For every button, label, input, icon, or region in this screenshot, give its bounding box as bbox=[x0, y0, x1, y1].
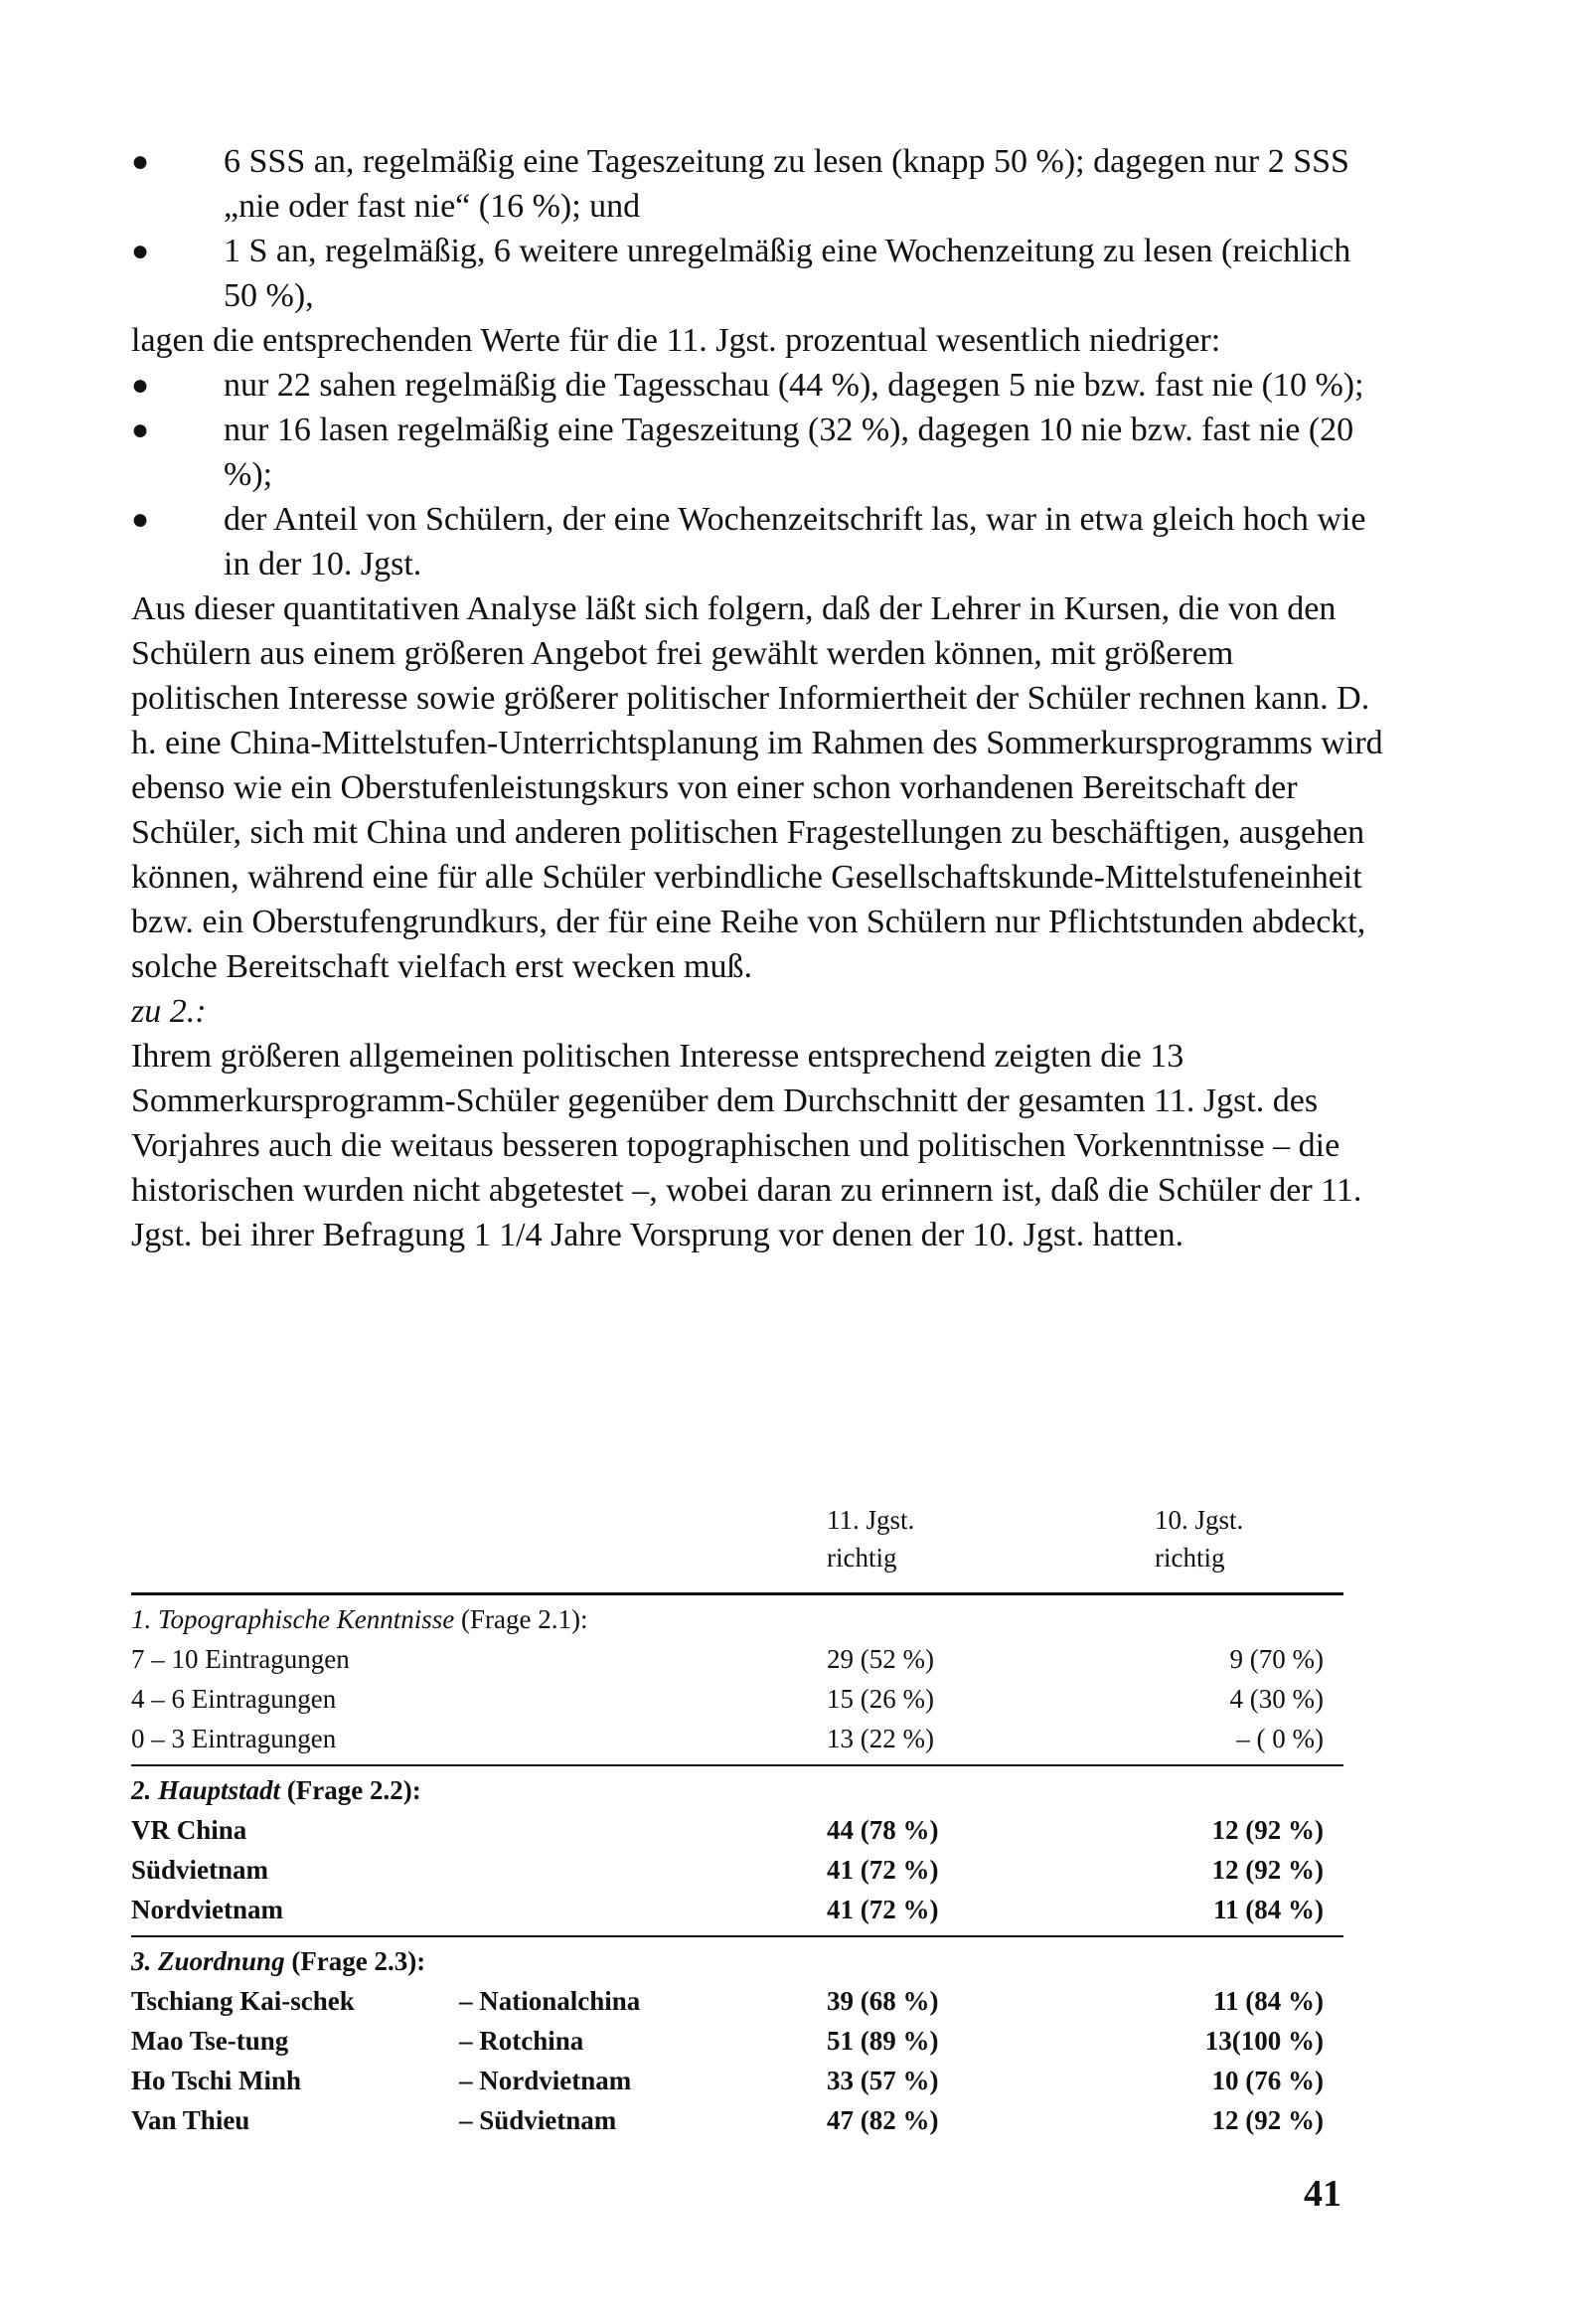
bullet-text: 1 S an, regelmäßig, 6 weitere unregelmäßig eine Wochenzeitung zu lesen (reichlich 50 %), bbox=[224, 233, 1351, 314]
bullet-icon: ● bbox=[131, 235, 150, 267]
header-line: 11. Jgst. bbox=[827, 1505, 915, 1535]
row-label: Ho Tschi Minh bbox=[131, 2066, 302, 2095]
row-label-pair: – Rotchina bbox=[459, 2026, 584, 2056]
table-header bbox=[131, 1501, 1343, 1592]
value-10-jgst: 12 (92 %) bbox=[1211, 2105, 1324, 2135]
subheading: zu 2.: bbox=[131, 993, 207, 1030]
value-11-jgst: 13 (22 %) bbox=[827, 1724, 934, 1753]
value-10-jgst: 13(100 %) bbox=[1204, 2026, 1324, 2056]
row-label: 0 – 3 Eintragungen bbox=[131, 1724, 337, 1753]
row-label: VR China bbox=[131, 1815, 247, 1845]
section-title-rest: (Frage 2.1): bbox=[454, 1604, 588, 1634]
value-11-jgst: 39 (68 %) bbox=[827, 1986, 939, 2016]
table-section-zuordnung bbox=[131, 1937, 1343, 2146]
section-title-italic: 2. Hauptstadt bbox=[131, 1775, 281, 1805]
bullet-item bbox=[131, 408, 1383, 497]
row-label: Tschiang Kai-schek bbox=[131, 1986, 355, 2016]
header-line: richtig bbox=[1155, 1543, 1225, 1573]
value-10-jgst: 12 (92 %) bbox=[1211, 1855, 1324, 1885]
bullet-item bbox=[131, 497, 1383, 586]
bullet-icon: ● bbox=[131, 503, 150, 536]
column-header-10-jgst bbox=[1155, 1501, 1243, 1577]
table-row bbox=[131, 1850, 1343, 1890]
lead-in-text: lagen die entsprechenden Werte für die 11. Jgst. prozentual wesentlich niedriger: bbox=[131, 322, 1221, 359]
bullet-icon: ● bbox=[131, 145, 150, 178]
paragraph-results: Ihrem größeren allgemeinen politischen Interesse entsprechend zeigten die 13 Sommerkursprogramm-Schüler gegenüber dem Durchschnitt der gesamten 11. Jgst. des Vorjahres auch die weitaus besseren topographischen und politischen Vorkenntnisse – die historischen wurden nicht abgetestet –, wobei daran zu erinnern ist, daß die Schüler der 11. Jgst. bei ihrer Befragung 1 1/4 Jahre Vorsprung vor denen der 10. Jgst. hatten. bbox=[131, 1038, 1362, 1253]
bullet-icon: ● bbox=[131, 414, 150, 446]
section-title bbox=[131, 1770, 1343, 1810]
table-row bbox=[131, 1810, 1343, 1850]
value-10-jgst: 4 (30 %) bbox=[1229, 1684, 1324, 1714]
row-label-pair: – Nationalchina bbox=[459, 1986, 641, 2016]
section-title-italic: 1. Topographische Kenntnisse bbox=[131, 1604, 455, 1634]
bullet-text: nur 22 sahen regelmäßig die Tagesschau (44 %), dagegen 5 nie bzw. fast nie (10 %); bbox=[224, 367, 1364, 404]
section-title bbox=[131, 1599, 1343, 1639]
row-label-pair: – Nordvietnam bbox=[459, 2066, 632, 2095]
page-number: 41 bbox=[1304, 2173, 1341, 2215]
section-title-italic: 3. Zuordnung bbox=[131, 1946, 285, 1976]
bullet-item bbox=[131, 139, 1383, 229]
bullet-item bbox=[131, 363, 1383, 408]
results-table bbox=[131, 1501, 1343, 2146]
body-text bbox=[131, 139, 1383, 1257]
bullet-icon: ● bbox=[131, 369, 150, 402]
value-10-jgst: 11 (84 %) bbox=[1213, 1895, 1324, 1924]
row-label: Van Thieu bbox=[131, 2105, 250, 2135]
value-10-jgst: 12 (92 %) bbox=[1211, 1815, 1324, 1845]
table-row bbox=[131, 1639, 1343, 1679]
paragraph-analysis: Aus dieser quantitativen Analyse läßt sich folgern, daß der Lehrer in Kursen, die von den Schülern aus einem größeren Angebot frei gewählt werden können, mit größerem politischen Interesse sowie größerer politischer Informiertheit der Schüler rechnen kann. D. h. eine China-Mittelstufen-Unterrichtsplanung im Rahmen des Sommerkursprogramms wird ebenso wie ein Oberstufenleistungskurs von einer schon vorhandenen Bereitschaft der Schüler, sich mit China und anderen politischen Fragestellungen zu beschäftigen, ausgehen können, während eine für alle Schüler verbindliche Gesellschaftskunde-Mittelstufeneinheit bzw. ein Oberstufengrundkurs, der für eine Reihe von Schülern nur Pflichtstunden abdeckt, solche Bereitschaft vielfach erst wecken muß. bbox=[131, 590, 1383, 985]
table-row bbox=[131, 1679, 1343, 1719]
column-header-11-jgst bbox=[827, 1501, 914, 1577]
table-row bbox=[131, 1890, 1343, 1929]
bullet-text: 6 SSS an, regelmäßig eine Tageszeitung zu lesen (knapp 50 %); dagegen nur 2 SSS „nie oder fast nie“ (16 %); und bbox=[224, 143, 1349, 225]
value-11-jgst: 51 (89 %) bbox=[827, 2026, 939, 2056]
row-label: Südvietnam bbox=[131, 1855, 269, 1885]
table-section-topographie bbox=[131, 1595, 1343, 1764]
table-row bbox=[131, 1981, 1343, 2021]
value-11-jgst: 33 (57 %) bbox=[827, 2066, 939, 2095]
value-11-jgst: 15 (26 %) bbox=[827, 1684, 934, 1714]
row-label-pair: – Südvietnam bbox=[459, 2105, 617, 2135]
table-row bbox=[131, 2061, 1343, 2100]
table-row bbox=[131, 1719, 1343, 1758]
row-label: 7 – 10 Eintragungen bbox=[131, 1644, 350, 1674]
value-10-jgst: 9 (70 %) bbox=[1229, 1644, 1324, 1674]
table-row bbox=[131, 2100, 1343, 2140]
bullet-text: der Anteil von Schülern, der eine Wochenzeitschrift las, war in etwa gleich hoch wie in der 10. Jgst. bbox=[224, 501, 1366, 582]
value-11-jgst: 41 (72 %) bbox=[827, 1855, 939, 1885]
row-label: Mao Tse-tung bbox=[131, 2026, 289, 2056]
header-line: 10. Jgst. bbox=[1155, 1505, 1244, 1535]
value-11-jgst: 44 (78 %) bbox=[827, 1815, 939, 1845]
table-section-hauptstadt bbox=[131, 1766, 1343, 1935]
row-label: Nordvietnam bbox=[131, 1895, 283, 1924]
row-label: 4 – 6 Eintragungen bbox=[131, 1684, 337, 1714]
section-title-rest: (Frage 2.2): bbox=[280, 1775, 421, 1805]
bullet-item bbox=[131, 229, 1383, 318]
value-11-jgst: 41 (72 %) bbox=[827, 1895, 939, 1924]
header-line: richtig bbox=[827, 1543, 897, 1573]
value-10-jgst: – ( 0 %) bbox=[1236, 1724, 1324, 1753]
value-11-jgst: 29 (52 %) bbox=[827, 1644, 934, 1674]
bullet-text: nur 16 lasen regelmäßig eine Tageszeitung (32 %), dagegen 10 nie bzw. fast nie (20 %); bbox=[224, 412, 1354, 493]
section-title bbox=[131, 1941, 1343, 1981]
value-11-jgst: 47 (82 %) bbox=[827, 2105, 939, 2135]
table-row bbox=[131, 2021, 1343, 2061]
value-10-jgst: 11 (84 %) bbox=[1213, 1986, 1324, 2016]
value-10-jgst: 10 (76 %) bbox=[1211, 2066, 1324, 2095]
section-title-rest: (Frage 2.3): bbox=[284, 1946, 426, 1976]
